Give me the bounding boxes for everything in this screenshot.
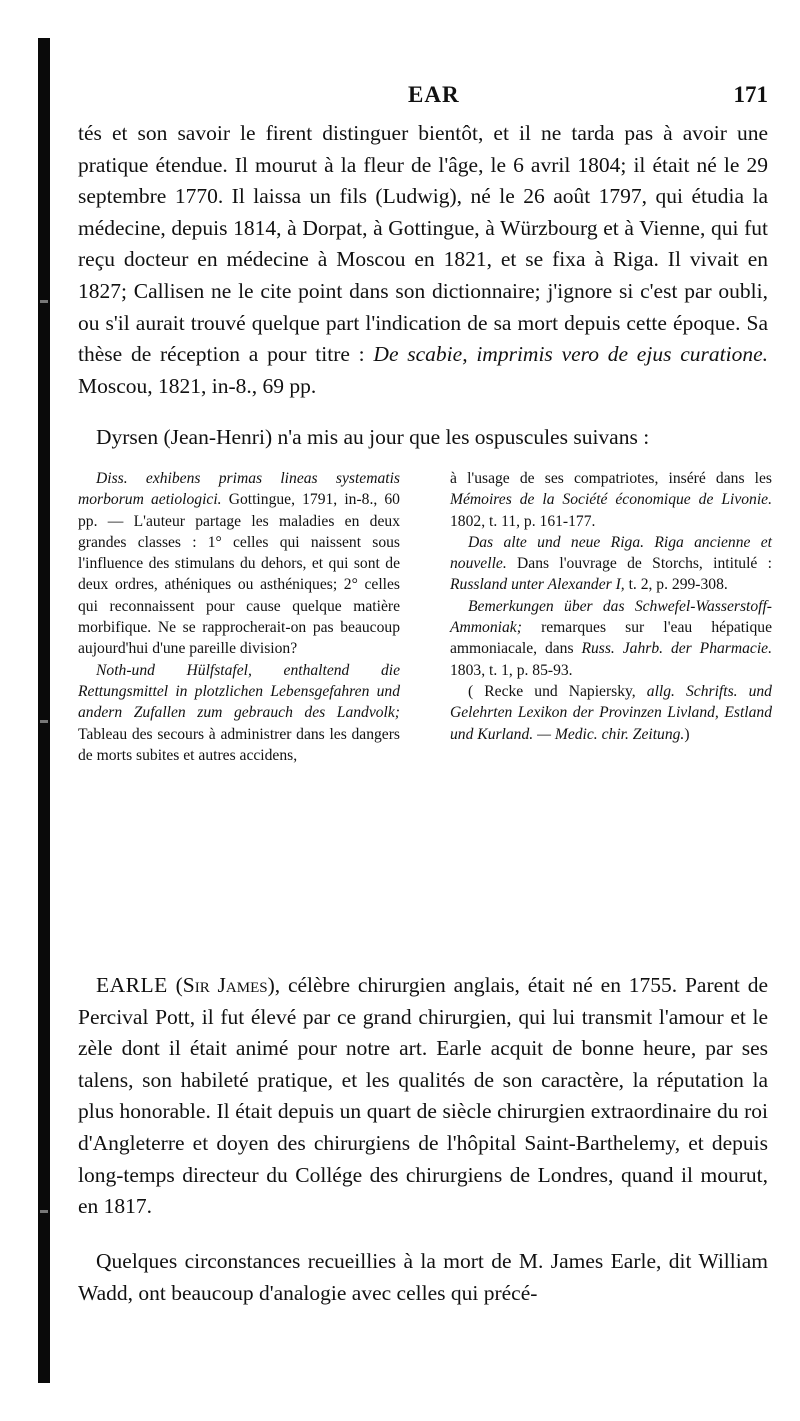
thesis-tail: Moscou, 1821, in-8., 69 pp. (78, 373, 317, 398)
thesis-title: De scabie, imprimis vero de ejus curatione. (373, 342, 768, 367)
source-work: allg. Schrifts. und Gelehrten Lexikon der Provinzen Livland, Estland und Kurland. — Medic. chir. Zeitung. (450, 682, 772, 743)
entry-ref: 1802, t. 11, p. 161-177. (450, 512, 596, 530)
page-number: 171 (733, 82, 768, 107)
entry-ref: 1803, t. 1, p. 85-93. (450, 661, 573, 679)
bibliography-entry (450, 532, 772, 596)
source-open: ( Recke und Napiersky, (468, 682, 647, 700)
work-title: Bemerkungen über das Schwefel-Wasserstoff-Ammoniak; (450, 597, 772, 637)
running-title: EAR (408, 82, 460, 107)
entry-text: Dans l'ouvrage de Storchs, intitulé : (506, 555, 772, 573)
earle-text: célèbre chirurgien anglais, était né en 1755. Parent de Percival Pott, il fut élevé par ce grand chirurgien, qui lui transmit l'amour et le zèle dont il était animé pour notre art. Earle acquit de bonne heure, par ses talens, son habileté pratique, et les qualités de son caractère, la réputation la plus honorable. Il était depuis un quart de siècle chirurgien extraordinaire du roi d'Angleterre et doyen des chirurgiens de l'hôpital Saint-Barthelemy, et depuis long-temps directeur du Collége des chirurgiens de Londres, quand il mourut, en 1817. (78, 973, 768, 1219)
entry-text: Gottingue, 1791, in-8., 60 pp. — L'auteur partage les maladies en deux grandes classes : 1° celles qui naissent sous l'influence des stimulans du dehors, et qui sont de deux ordres, athéniques ou asthéniques; 2° celles qui reconnaissent pour cause quelque matière morbifique. Ne se rapprocherait-on pas beaucoup aujourd'hui d'une pareille division? (78, 491, 400, 658)
work-title: Noth-und Hülfstafel, enthaltend die Rettungsmittel in plotzlichen Lebensgefahren und andern Zufallen zum gebrauch des Landvolk; (78, 661, 400, 722)
work-title: Mémoires de la Société économique de Livonie. (450, 491, 772, 509)
intro-text: tés et son savoir le firent distinguer bientôt, et il ne tarda pas à avoir une pratique étendue. Il mourut à la fleur de l'âge, le 6 avril 1804; il était né le 29 septembre 1770. Il laissa un fils (Ludwig), né le 26 août 1797, qui étudia la médecine, depuis 1814, à Dorpat, à Gottingue, à Würzbourg et à Vienne, qui fut reçu docteur en médecine à Moscou en 1821, et se fixa à Riga. Il vivait en 1827; Callisen ne le cite point dans son dictionnaire; j'ignore si c'est par oubli, ou s'il aurait trouvé quelque part l'indication de sa mort depuis cette époque. Sa thèse de réception a pour titre : (78, 121, 768, 367)
entry-name: EARLE (96, 973, 168, 997)
work-title: Russ. Jahrb. der Pharmacie. (581, 640, 772, 658)
bibliography-entry (78, 660, 400, 766)
bibliography-entry (450, 596, 772, 681)
entry-text: Tableau des secours à administrer dans les dangers de morts subites et autres accidens, (78, 725, 400, 764)
entry-title: Sir James (182, 973, 268, 997)
intro-paragraph (78, 118, 768, 402)
source-close: ) (684, 725, 690, 743)
left-column (78, 468, 400, 766)
entry-text: à l'usage de ses compatriotes, inséré dans les (450, 470, 772, 487)
closing-text: Quelques circonstances recueillies à la mort de M. James Earle, dit William Wadd, ont beaucoup d'analogie avec celles qui précé- (78, 1249, 768, 1305)
dyrsen-text: Dyrsen (Jean-Henri) n'a mis au jour que les ospuscules suivans : (96, 425, 650, 449)
work-title: Das alte und neue Riga. Riga ancienne et nouvelle. (450, 533, 772, 573)
running-header (78, 82, 768, 112)
earle-paragraph (78, 970, 768, 1223)
title-open: ( (167, 973, 183, 997)
entry-ref: t. 2, p. 299-308. (624, 576, 728, 594)
source-note (450, 681, 772, 745)
bibliography-continuation (450, 468, 772, 532)
right-column (450, 468, 772, 745)
entry-text: remarques sur l'eau hépatique ammoniacale, dans (450, 619, 772, 658)
title-close: ), (267, 973, 281, 997)
closing-paragraph (78, 1246, 768, 1309)
bibliography-entry (78, 468, 400, 660)
work-title: Russland unter Alexander I, (450, 576, 625, 594)
dyrsen-paragraph (78, 422, 768, 454)
work-title: Diss. exhibens primas lineas systematis morborum aetiologici. (78, 470, 400, 509)
